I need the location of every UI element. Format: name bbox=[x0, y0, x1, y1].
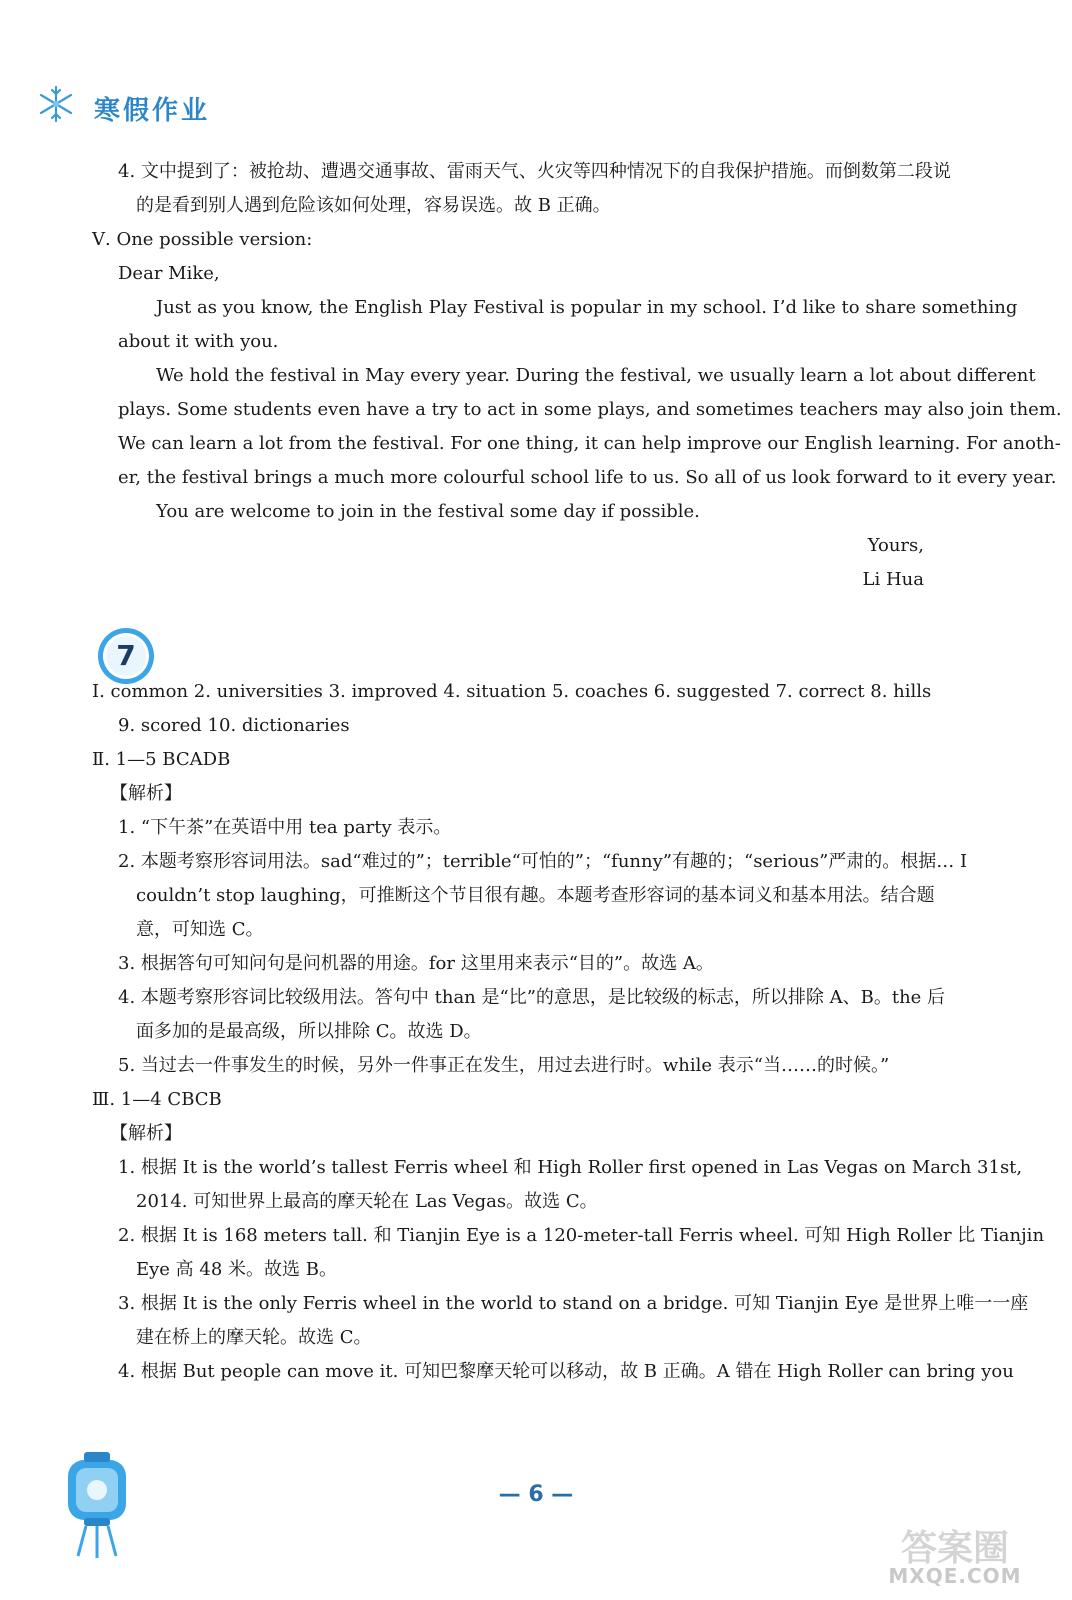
watermark bbox=[860, 1520, 1050, 1590]
text-line: You are welcome to join in the festival some day if possible. bbox=[156, 501, 700, 522]
unit-number: 7 bbox=[116, 639, 136, 672]
analysis-heading: 【解析】 bbox=[110, 783, 182, 804]
text-line: We hold the festival in May every year. During the festival, we usually learn a lot about different bbox=[156, 365, 1036, 386]
text-line: 5. 当过去一件事发生的时候，另外一件事正在发生，用过去进行时。while 表示“当……的时候。” bbox=[118, 1055, 890, 1076]
letter-salutation: Dear Mike, bbox=[118, 263, 220, 284]
snowflake-icon bbox=[36, 84, 76, 124]
text-line: 意，可知选 C。 bbox=[136, 919, 264, 940]
text-line: couldn’t stop laughing，可推断这个节目很有趣。本题考查形容词的基本词义和基本用法。结合题 bbox=[136, 885, 935, 906]
watermark-logo: 答案圈 bbox=[900, 1528, 1009, 1569]
section-heading: Ⅱ. 1—5 BCADB bbox=[92, 749, 231, 770]
unit-badge bbox=[96, 626, 156, 686]
text-line: er, the festival brings a much more colourful school life to us. So all of us look forward to it every year. bbox=[118, 467, 1057, 488]
text-line: 3. 根据 It is the only Ferris wheel in the world to stand on a bridge. 可知 Tianjin Eye 是世界上唯一一座 bbox=[118, 1293, 1029, 1314]
section-heading: Ⅲ. 1—4 CBCB bbox=[92, 1089, 222, 1110]
text-line: 1. “下午茶”在英语中用 tea party 表示。 bbox=[118, 817, 452, 838]
header-title: 寒假作业 bbox=[94, 96, 211, 126]
text-line: 的是看到别人遇到危险该如何处理，容易误选。故 B 正确。 bbox=[136, 195, 611, 216]
text-line: 4. 文中提到了：被抢劫、遭遇交通事故、雷雨天气、火灾等四种情况下的自我保护措施。而倒数第二段说 bbox=[118, 161, 951, 182]
text-line: Eye 高 48 米。故选 B。 bbox=[136, 1259, 337, 1280]
text-line: 1. 根据 It is the world’s tallest Ferris wheel 和 High Roller first opened in Las Vegas on March 31st, bbox=[118, 1157, 1023, 1178]
text-line: 3. 根据答句可知问句是问机器的用途。for 这里用来表示“目的”。故选 A。 bbox=[118, 953, 714, 974]
analysis-heading: 【解析】 bbox=[110, 1123, 182, 1144]
text-line: Just as you know, the English Play Festival is popular in my school. I’d like to share something bbox=[156, 297, 1018, 318]
text-line: 2014. 可知世界上最高的摩天轮在 Las Vegas。故选 C。 bbox=[136, 1191, 598, 1212]
text-line: 2. 本题考察形容词用法。sad“难过的”；terrible“可怕的”；“funny”有趣的；“serious”严肃的。根据… I bbox=[118, 851, 968, 872]
letter-closing: Yours, bbox=[867, 535, 924, 556]
text-line: 面多加的是最高级，所以排除 C。故选 D。 bbox=[136, 1021, 482, 1042]
text-line: plays. Some students even have a try to act in some plays, and sometimes teachers may also join them. bbox=[118, 399, 1062, 420]
text-line: Ⅰ. common 2. universities 3. improved 4. situation 5. coaches 6. suggested 7. correct 8. hills bbox=[92, 681, 932, 702]
text-line: We can learn a lot from the festival. For one thing, it can help improve our English learning. For anoth- bbox=[118, 433, 1061, 454]
text-line: 建在桥上的摩天轮。故选 C。 bbox=[136, 1327, 372, 1348]
letter-signature: Li Hua bbox=[862, 569, 924, 590]
page-number: — 6 — bbox=[498, 1482, 574, 1507]
section-heading: Ⅴ. One possible version: bbox=[92, 229, 313, 250]
text-line: 4. 本题考察形容词比较级用法。答句中 than 是“比”的意思，是比较级的标志，所以排除 A、B。the 后 bbox=[118, 987, 946, 1008]
text-line: 9. scored 10. dictionaries bbox=[118, 715, 350, 736]
text-line: about it with you. bbox=[118, 331, 279, 352]
text-line: 2. 根据 It is 168 meters tall. 和 Tianjin Eye is a 120-meter-tall Ferris wheel. 可知 High Roller 比 Tianjin bbox=[118, 1225, 1045, 1246]
text-line: 4. 根据 But people can move it. 可知巴黎摩天轮可以移动，故 B 正确。A 错在 High Roller can bring you bbox=[118, 1361, 1014, 1382]
watermark-url: MXQE.COM bbox=[888, 1564, 1022, 1588]
